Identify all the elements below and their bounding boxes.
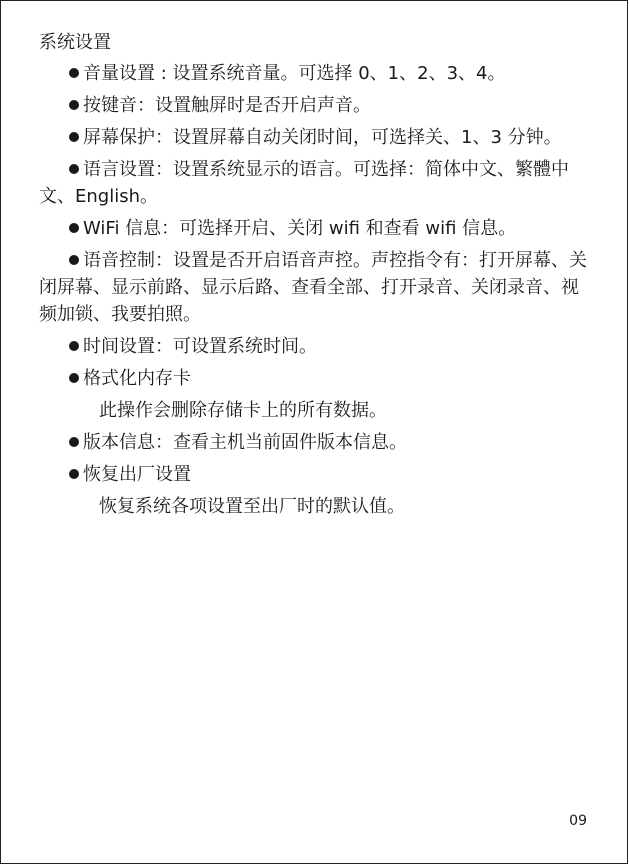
list-item-key-sound (39, 92, 591, 119)
item-text: 格式化内存卡 (83, 368, 191, 389)
item-text: 时间设置：可设置系统时间。 (83, 336, 317, 357)
list-item-format-card (39, 365, 591, 392)
page-content (39, 29, 591, 525)
section-title: 系统设置 (39, 32, 111, 53)
item-text: 按键音：设置触屏时是否开启声音。 (83, 95, 371, 116)
list-item-factory-reset (39, 461, 591, 488)
item-detail-factory-reset: 恢复系统各项设置至出厂时的默认值。 (99, 496, 405, 517)
bullet-icon (69, 373, 79, 383)
list-item-language (39, 156, 591, 210)
item-text: 恢复出厂设置 (83, 464, 191, 485)
item-text: 语音控制：设置是否开启语音声控。声控指令有：打开屏幕、关闭屏幕、显示前路、显示后路、查看全部、打开录音、关闭录音、视频加锁、我要拍照。 (39, 250, 587, 325)
bullet-icon (69, 223, 79, 233)
item-text: 音量设置 : 设置系统音量。可选择 0、1、2、3、4。 (83, 63, 506, 84)
item-text: 屏幕保护：设置屏幕自动关闭时间，可选择关、1、3 分钟。 (83, 127, 562, 148)
page-number: 09 (569, 813, 587, 829)
bullet-icon (69, 341, 79, 351)
bullet-icon (69, 255, 79, 265)
item-text: WiFi 信息：可选择开启、关闭 wifi 和查看 wifi 信息。 (83, 218, 517, 239)
bullet-icon (69, 68, 79, 78)
bullet-icon (69, 437, 79, 447)
list-item-wifi (39, 215, 591, 242)
bullet-icon (69, 100, 79, 110)
list-item-volume (39, 60, 591, 87)
bullet-icon (69, 164, 79, 174)
list-item-version (39, 429, 591, 456)
list-item-voice-control (39, 247, 591, 328)
item-text: 语言设置：设置系统显示的语言。可选择：简体中文、繁體中文、English。 (39, 159, 569, 207)
item-text: 版本信息：查看主机当前固件版本信息。 (83, 432, 407, 453)
bullet-icon (69, 469, 79, 479)
bullet-icon (69, 132, 79, 142)
item-detail-format-card: 此操作会删除存储卡上的所有数据。 (99, 400, 387, 421)
list-item-screen-saver (39, 124, 591, 151)
list-item-time (39, 333, 591, 360)
